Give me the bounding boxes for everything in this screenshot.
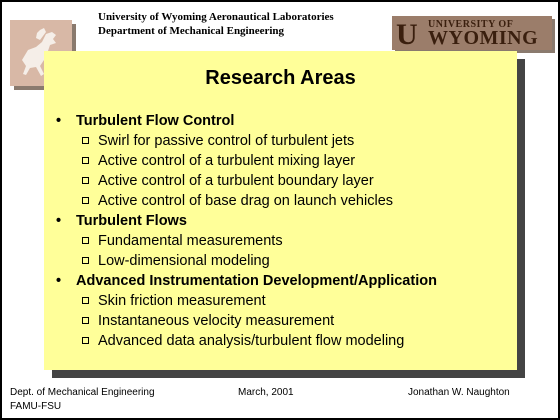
footer-dept-line-1: Dept. of Mechanical Engineering xyxy=(10,387,155,398)
square-bullet-icon xyxy=(82,337,89,344)
bullet-icon: • xyxy=(56,113,62,129)
slide-title: Research Areas xyxy=(205,67,356,89)
footer-department xyxy=(10,386,155,414)
item-text: Fundamental measurements xyxy=(98,233,283,249)
square-bullet-icon xyxy=(82,197,89,204)
logo-bottom-text: WYOMING xyxy=(428,27,539,49)
square-bullet-icon xyxy=(82,257,89,264)
section-label: Turbulent Flows xyxy=(76,213,187,229)
item-text: Advanced data analysis/turbulent flow modeling xyxy=(98,333,405,349)
item-text: Active control of a turbulent mixing layer xyxy=(98,153,356,169)
item-text: Low-dimensional modeling xyxy=(98,253,270,269)
item-text: Active control of a turbulent boundary layer xyxy=(98,173,374,189)
square-bullet-icon xyxy=(82,237,89,244)
square-bullet-icon xyxy=(82,177,89,184)
footer-dept-line-2: FAMU-FSU xyxy=(10,401,62,412)
item-text: Active control of base drag on launch vehicles xyxy=(98,193,394,209)
slide xyxy=(2,2,558,418)
square-bullet-icon xyxy=(82,137,89,144)
logo-top-text: UNIVERSITY OF xyxy=(428,19,514,30)
square-bullet-icon xyxy=(82,157,89,164)
institution-line-2: Department of Mechanical Engineering xyxy=(98,25,285,37)
section-label: Turbulent Flow Control xyxy=(76,113,235,129)
university-of-wyoming-logo xyxy=(392,16,552,50)
item-text: Skin friction measurement xyxy=(98,293,266,309)
section-label: Advanced Instrumentation Development/Application xyxy=(76,273,437,289)
bullet-icon: • xyxy=(56,273,62,289)
square-bullet-icon xyxy=(82,297,89,304)
square-bullet-icon xyxy=(82,317,89,324)
institution-line-1: University of Wyoming Aeronautical Laboratories xyxy=(98,11,334,23)
logo-u: U xyxy=(396,18,418,51)
bullet-icon: • xyxy=(56,213,62,229)
footer-author: Jonathan W. Naughton xyxy=(408,387,510,398)
footer-date: March, 2001 xyxy=(238,387,294,398)
item-text: Instantaneous velocity measurement xyxy=(98,313,335,329)
item-text: Swirl for passive control of turbulent jets xyxy=(98,133,355,149)
institution-header xyxy=(98,10,334,38)
content-panel xyxy=(44,51,517,370)
